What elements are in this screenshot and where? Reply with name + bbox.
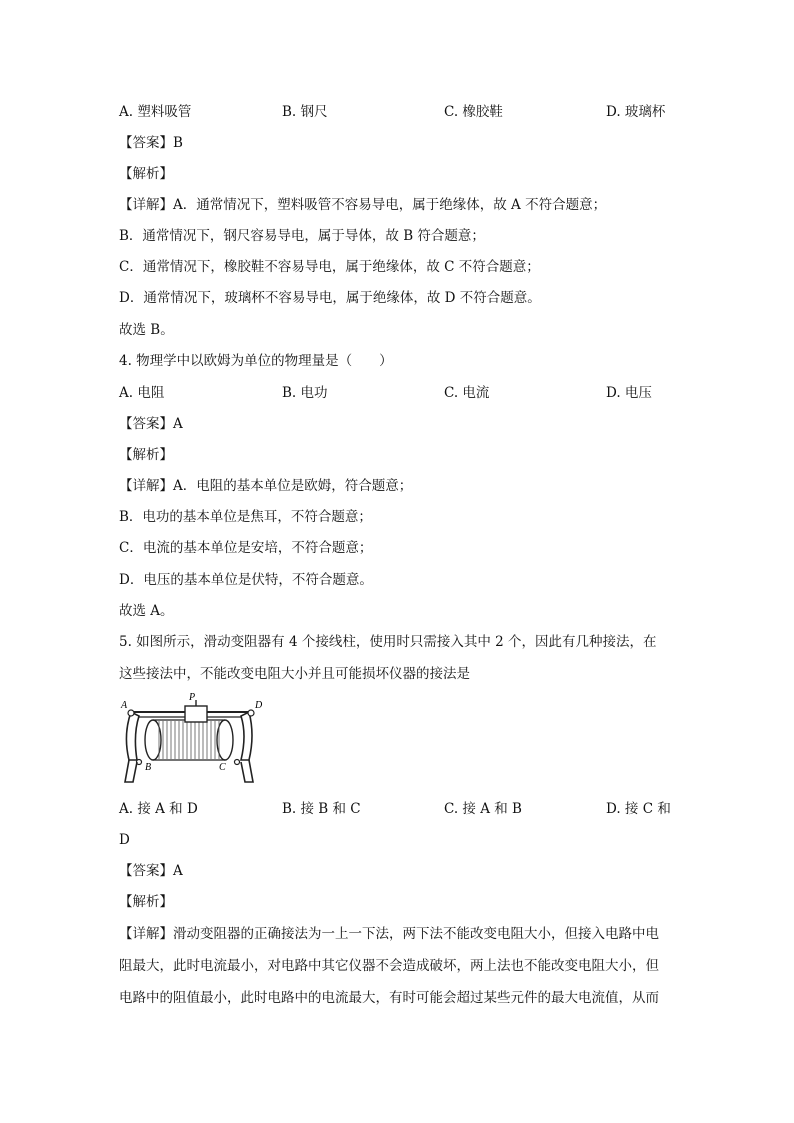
q3-detail-line-3: C．通常情况下，橡胶鞋不容易导电，属于绝缘体，故 C 不符合题意； [119,259,540,275]
q5-option-a: A. 接 A 和 D [119,801,198,817]
q4-analysis-heading: 【解析】 [119,447,173,463]
q5-option-d-wrap: D [119,832,130,848]
q4-question: 4. 物理学中以欧姆为单位的物理量是（ ） [119,353,393,369]
q4-detail-line-4: D．电压的基本单位是伏特，不符合题意。 [119,572,373,588]
q3-option-c: C. 橡胶鞋 [444,104,503,120]
q3-analysis-heading: 【解析】 [119,166,173,182]
q5-question-line-2: 这些接法中，不能改变电阻大小并且可能损坏仪器的接法是 [119,666,470,682]
q5-detail-line-1: 【详解】滑动变阻器的正确接法为一上一下法，两下法不能改变电阻大小，但接入电路中电 [119,926,659,942]
q5-detail-line-3: 电路中的阻值最小，此时电路中的电流最大，有时可能会超过某些元件的最大电流值，从而 [119,990,659,1006]
q3-option-d: D. 玻璃杯 [606,104,666,120]
q5-option-d: D. 接 C 和 [606,801,671,817]
q3-conclusion: 故选 B。 [119,322,174,338]
q4-detail-line-2: B．电功的基本单位是焦耳，不符合题意； [119,509,372,525]
q4-option-b: B. 电功 [282,385,328,401]
q4-detail-line-3: C．电流的基本单位是安培，不符合题意； [119,540,373,556]
figure-label-a: A [121,700,128,711]
figure-label-b: B [145,762,152,773]
figure-label-p: P [189,692,196,703]
q5-question-line-1: 5. 如图所示，滑动变阻器有 4 个接线柱，使用时只需接入其中 2 个，因此有几种接法，在 [119,634,657,650]
q5-detail-line-2: 阻最大，此时电流最小，对电路中其它仪器不会造成破坏，两上法也不能改变电阻大小，但 [119,958,659,974]
q5-answer: 【答案】A [119,863,183,879]
q5-analysis-heading: 【解析】 [119,894,173,910]
figure-label-c: C [219,762,226,773]
q4-option-c: C. 电流 [444,385,490,401]
q4-option-a: A. 电阻 [119,385,165,401]
q4-detail-line-1: 【详解】A．电阻的基本单位是欧姆，符合题意； [119,478,413,494]
q4-conclusion: 故选 A。 [119,603,174,619]
q5-option-b: B. 接 B 和 C [282,801,361,817]
q3-option-b: B. 钢尺 [282,104,328,120]
figure-label-d: D [255,700,263,711]
q3-detail-line-1: 【详解】A．通常情况下，塑料吸管不容易导电，属于绝缘体，故 A 不符合题意； [119,197,607,213]
q3-option-a: A. 塑料吸管 [119,104,192,120]
q4-answer: 【答案】A [119,416,183,432]
q5-option-c: C. 接 A 和 B [444,801,522,817]
q4-option-d: D. 电压 [606,385,652,401]
q3-answer: 【答案】B [119,135,183,151]
q3-detail-line-4: D．通常情况下，玻璃杯不容易导电，属于绝缘体，故 D 不符合题意。 [119,290,541,306]
rheostat-figure [119,690,269,790]
q3-detail-line-2: B．通常情况下，钢尺容易导电，属于导体，故 B 符合题意； [119,228,485,244]
